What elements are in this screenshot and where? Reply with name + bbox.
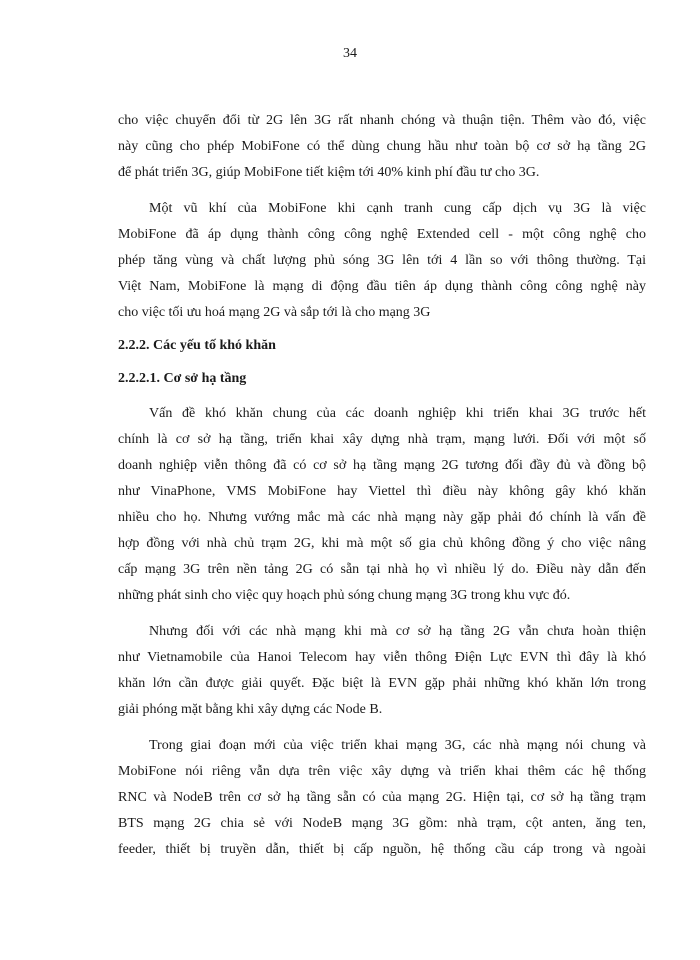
page-number: 34 — [343, 46, 357, 61]
text-line: Trong giai đoạn mới của việc triển khai mạng 3G, các nhà mạng nói chung và — [149, 738, 646, 753]
section-heading: 2.2.2. Các yếu tố khó khăn — [118, 338, 276, 353]
text-line: MobiFone nói riêng vẫn dựa trên việc xây dựng và triển khai thêm các hệ thống — [118, 764, 646, 779]
paragraph-3 — [118, 401, 646, 609]
text-line: Việt Nam, MobiFone là mạng di động đầu tiên áp dụng thành công công nghệ này — [118, 279, 646, 294]
text-line: phép tăng vùng và chất lượng phủ sóng 3G lên tới 4 lần so với thông thường. Tại — [118, 253, 646, 268]
text-line: Vấn đề khó khăn chung của các doanh nghiệp khi triển khai 3G trước hết — [149, 406, 646, 421]
text-line: như Vietnamobile của Hanoi Telecom hay viễn thông Điện Lực EVN thì đây là khó — [118, 650, 646, 665]
paragraph-5 — [118, 733, 646, 863]
text-line: này cũng cho phép MobiFone có thể dùng chung hầu như toàn bộ cơ sở hạ tầng 2G — [118, 139, 646, 154]
paragraph-1 — [118, 108, 646, 186]
text-line: những phát sinh cho việc quy hoạch phủ sóng chung mạng 3G trong khu vực đó. — [118, 588, 571, 603]
text-line: Một vũ khí của MobiFone khi cạnh tranh cung cấp dịch vụ 3G là việc — [149, 201, 646, 216]
text-line: RNC và NodeB trên cơ sở hạ tầng sẵn có của mạng 2G. Hiện tại, cơ sở hạ tầng trạm — [118, 790, 646, 805]
text-line: cấp mạng 3G trên nền tảng 2G có sẵn tại nhà họ vì nhiều lý do. Điều này dẫn đến — [118, 562, 646, 577]
text-line: Nhưng đối với các nhà mạng khi mà cơ sở hạ tầng 2G vẫn chưa hoàn thiện — [149, 624, 646, 639]
text-line: doanh nghiệp viễn thông đã có cơ sở hạ tầng mạng 2G tương đối đầy đủ và đồng bộ — [118, 458, 646, 473]
text-line: BTS mạng 2G chia sẻ với NodeB mạng 3G gồm: nhà trạm, cột anten, ăng ten, — [118, 816, 646, 831]
text-line: khăn lớn cần được giải quyết. Đặc biệt là EVN gặp phải những khó khăn lớn trong — [118, 676, 646, 691]
body-text — [118, 108, 646, 863]
text-line: chính là cơ sở hạ tầng, triển khai xây dựng nhà trạm, mạng lưới. Đối với một số — [118, 432, 646, 447]
paragraph-4 — [118, 619, 646, 723]
text-line: MobiFone đã áp dụng thành công công nghệ Extended cell - một công nghệ cho — [118, 227, 646, 242]
text-line: cho việc chuyển đổi từ 2G lên 3G rất nhanh chóng và thuận tiện. Thêm vào đó, việc — [118, 113, 646, 128]
subsection-heading: 2.2.2.1. Cơ sở hạ tầng — [118, 371, 247, 386]
text-line: để phát triển 3G, giúp MobiFone tiết kiệm tới 40% kinh phí đầu tư cho 3G. — [118, 165, 540, 180]
text-line: cho việc tối ưu hoá mạng 2G và sắp tới là cho mạng 3G — [118, 305, 431, 320]
text-line: feeder, thiết bị truyền dẫn, thiết bị cấp nguồn, hệ thống cầu cáp trong và ngoài — [118, 842, 646, 857]
text-line: hợp đồng với nhà chủ trạm 2G, khi mà một số gia chủ không đồng ý cho việc nâng — [118, 536, 646, 551]
text-line: nhiều cho họ. Nhưng vướng mắc mà các nhà mạng này gặp phải đó chính là vấn đề — [118, 510, 646, 525]
text-line: như VinaPhone, VMS MobiFone hay Viettel thì điều này không gây khó khăn — [118, 484, 646, 499]
text-line: giải phóng mặt bằng khi xây dựng các Node B. — [118, 702, 383, 717]
paragraph-2 — [118, 196, 646, 326]
